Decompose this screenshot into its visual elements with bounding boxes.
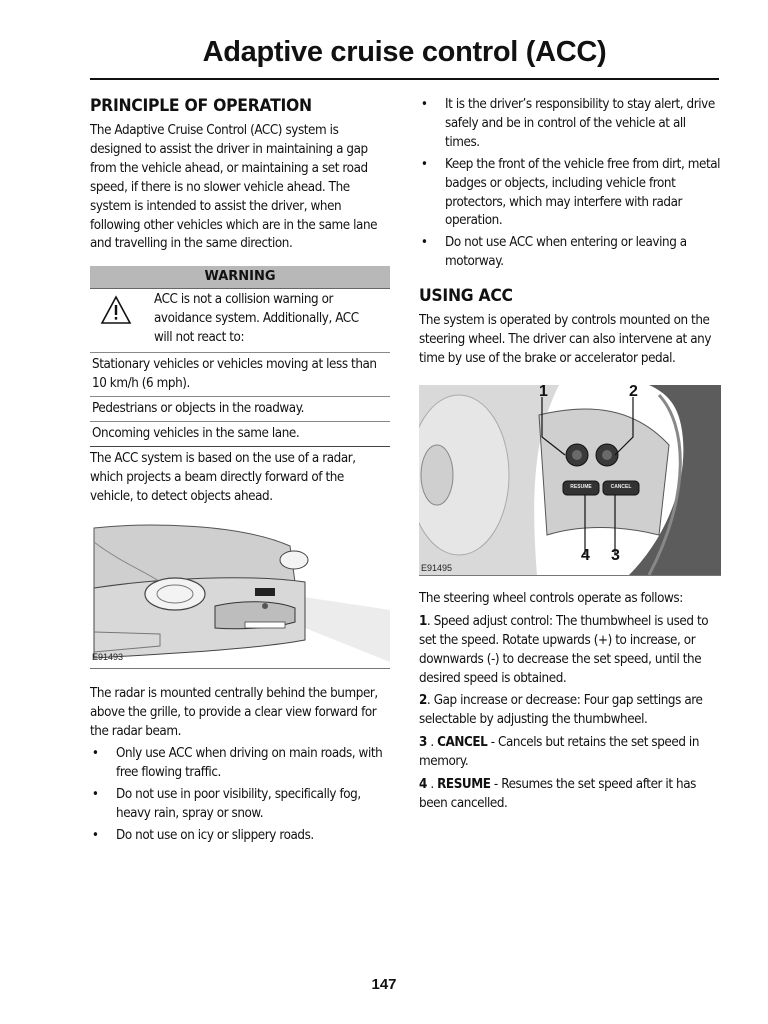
control-separator: . xyxy=(426,693,434,709)
page-title: Adaptive cruise control (ACC) xyxy=(202,36,607,68)
warning-item xyxy=(90,397,390,422)
resume-button-label: RESUME xyxy=(570,483,592,490)
using-intro-block xyxy=(419,312,721,369)
control-separator: . xyxy=(426,613,434,629)
control-separator: . xyxy=(426,735,438,751)
list-item-text: Keep the front of the vehicle free from dirt, metal badges or objects, including vehicle front protectors, which may interfere with radar operation. xyxy=(445,156,721,229)
control-item xyxy=(419,776,721,814)
control-number: 2 xyxy=(419,693,427,709)
warning-triangle-icon xyxy=(90,291,154,348)
right-bullet-list xyxy=(419,96,721,272)
controls-block xyxy=(419,590,721,814)
control-text: - Cancels but retains the set speed in memory. xyxy=(419,735,700,770)
callout-4: 4 xyxy=(581,546,590,564)
title-divider xyxy=(90,78,719,80)
page-number: 147 xyxy=(371,976,397,993)
control-number: 4 xyxy=(419,777,427,793)
list-item-text: Do not use in poor visibility, specifically fog, heavy rain, spray or snow. xyxy=(116,786,361,821)
list-item: • Only use ACC when driving on main roads, with free flowing traffic. xyxy=(91,746,383,781)
car-radar-illustration xyxy=(90,522,390,668)
section-heading-principle: PRINCIPLE OF OPERATION xyxy=(90,96,312,116)
list-item: • Do not use on icy or slippery roads. xyxy=(91,827,314,843)
left-bullet-list xyxy=(90,745,390,846)
mount-block xyxy=(90,685,390,845)
right-bullets-block xyxy=(419,96,721,272)
mount-paragraph: The radar is mounted centrally behind the bumper, above the grille, to provide a clear view forward for the radar beam. xyxy=(90,686,378,740)
warning-lead: ACC is not a collision warning or avoidance system. Additionally, ACC will not react to: xyxy=(154,292,359,346)
control-number: 1 xyxy=(419,613,427,629)
list-item: • Do not use in poor visibility, specifically fog, heavy rain, spray or snow. xyxy=(91,786,361,821)
control-key: CANCEL xyxy=(437,735,488,751)
controls-intro: The steering wheel controls operate as follows: xyxy=(419,590,683,606)
warning-item xyxy=(90,422,390,447)
intro-paragraph: The Adaptive Cruise Control (ACC) system is designed to assist the driver in maintaining a gap from the vehicle ahead, or maintaining a set road speed, if there is no slower vehicle ahead. The system is intended to assist the driver, when following other vehicles which are in the same lane and travelling in the same direction. xyxy=(90,123,378,252)
control-text: - Resumes the set speed after it has been cancelled. xyxy=(419,777,696,811)
section-heading-using: USING ACC xyxy=(419,286,513,307)
cancel-button-label: CANCEL xyxy=(610,483,632,490)
list-item-text: Do not use on icy or slippery roads. xyxy=(116,827,314,843)
warning-item xyxy=(90,353,390,397)
control-item xyxy=(419,692,721,730)
intro-block xyxy=(90,122,390,254)
control-item xyxy=(419,734,721,772)
control-text: Gap increase or decrease: Four gap settings are selectable by adjusting the thumbwheel. xyxy=(419,693,703,728)
control-item xyxy=(419,613,721,689)
list-item: • It is the driver’s responsibility to stay alert, drive safely and be in control of the vehicle at all times. xyxy=(420,97,715,150)
warning-item-text: Stationary vehicles or vehicles moving at less than 10 km/h (6 mph). xyxy=(92,357,377,391)
figure-id: E91493 xyxy=(92,652,124,663)
warning-lead-row xyxy=(90,289,390,353)
warning-box xyxy=(90,266,390,446)
list-item-text: Only use ACC when driving on main roads, with free flowing traffic. xyxy=(116,746,383,781)
warning-header: WARNING xyxy=(90,266,390,289)
list-item: • Keep the front of the vehicle free from dirt, metal badges or objects, including vehicle front protectors, which may interfere with radar operation. xyxy=(420,156,721,229)
figure-id: E91495 xyxy=(421,562,453,573)
left-column xyxy=(90,96,390,849)
control-text: Speed adjust control: The thumbwheel is used to set the speed. Rotate upwards (+) to increase, or downwards (-) to decrease the set speed, until the desired speed is obtained. xyxy=(419,613,709,686)
control-key: RESUME xyxy=(437,777,491,793)
callout-1: 1 xyxy=(539,382,548,400)
callout-3: 3 xyxy=(611,546,620,564)
radar-paragraph: The ACC system is based on the use of a radar, which projects a beam directly forward of the vehicle, to detect objects ahead. xyxy=(90,450,356,504)
control-number: 3 xyxy=(419,735,427,751)
warning-item-text: Pedestrians or objects in the roadway. xyxy=(92,400,305,416)
steering-controls-figure xyxy=(419,382,721,576)
radar-block xyxy=(90,450,390,507)
radar-figure xyxy=(90,522,390,669)
callout-2: 2 xyxy=(629,382,638,400)
control-separator: . xyxy=(426,777,438,793)
list-item: • Do not use ACC when entering or leaving a motorway. xyxy=(420,235,687,270)
warning-item-text: Oncoming vehicles in the same lane. xyxy=(92,425,300,441)
list-item-text: Do not use ACC when entering or leaving a motorway. xyxy=(445,235,687,270)
right-column xyxy=(419,96,721,814)
using-intro-paragraph: The system is operated by controls mounted on the steering wheel. The driver can also intervene at any time by use of the brake or accelerator pedal. xyxy=(419,313,712,366)
list-item-text: It is the driver’s responsibility to stay alert, drive safely and be in control of the vehicle at all times. xyxy=(445,97,715,150)
steering-wheel-illustration xyxy=(419,382,721,575)
